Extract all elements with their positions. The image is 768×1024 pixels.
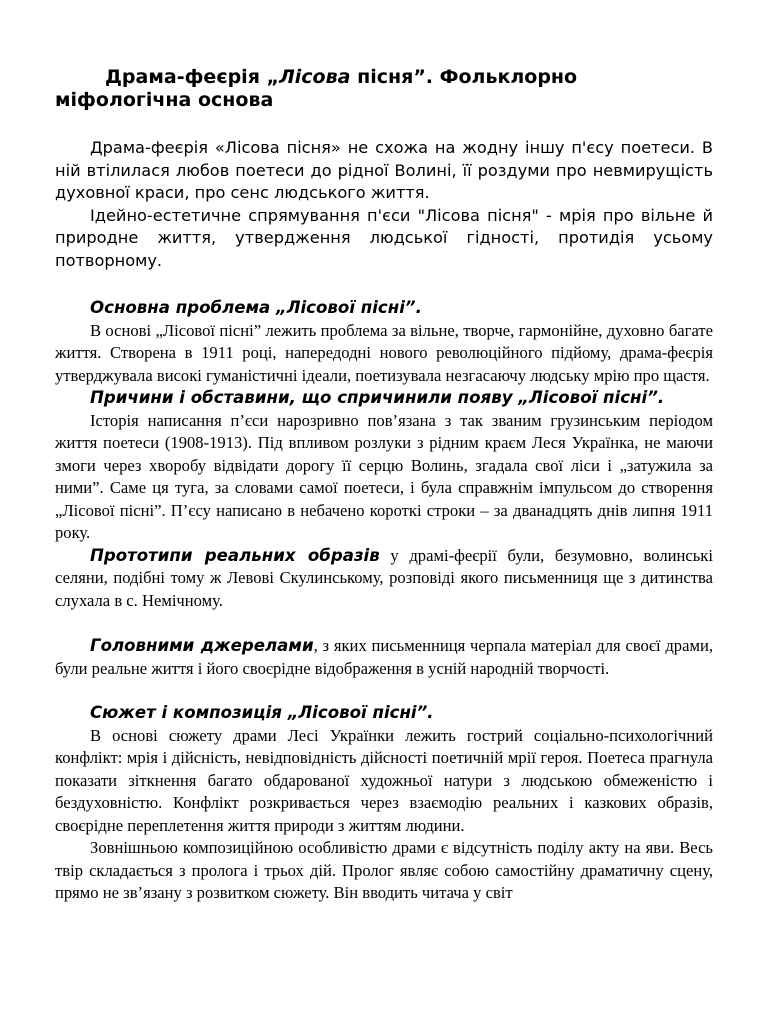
prototypes-paragraph xyxy=(55,545,713,613)
intro-paragraph-2: Ідейно-естетичне спрямування п'єси "Лісова пісня" - мрія про вільне й природне життя, утвердження людської гідності, протидія усьому потворному. xyxy=(55,205,713,270)
plot-paragraph-2: Зовнішньою композиційною особливістю драми є відсутність поділу акту на яви. Весь твір складається з пролога і трьох дій. Пролог являє собою самостійну драматичну сцену, прямо не зв’язану з розвитком сюжету. Він вводить читача у світ xyxy=(55,838,713,902)
title-part-2: пісня”. Фольклорно міфологічна основа xyxy=(55,66,578,111)
problem-paragraph: В основі „Лісової пісні” лежить проблема за вільне, творче, гармонійне, духовно багате життя. Створена в 1911 році, напередодні нового революційного підйому, драма-феєрія утверджувала високі гуманістичні ідеали, поетизувала незгасаючу людську мрію про щастя. xyxy=(55,320,713,385)
sources-text: , з яких письменниця черпала матеріал для своєї драми, були реальне життя і його своєрідне відображення в усній народній творчості. xyxy=(55,636,713,678)
title-italic-word: Лісова xyxy=(279,66,351,88)
sources-paragraph xyxy=(55,635,713,680)
causes-heading: Причини і обставини, що спричинили появу „Лісової пісні”. xyxy=(90,388,665,407)
title-part-1: Драма-феєрія „ xyxy=(105,66,279,88)
document-page xyxy=(55,66,713,905)
prototypes-lead: Прототипи реальних образів xyxy=(90,545,380,565)
plot-paragraph-1: В основі сюжету драми Лесі Українки лежить гострий соціально-психологічний конфлікт: мрія і дійсність, невідповідність дійсності поетичній мрії героя. Поетеса прагнула показати зіткнення багато обдарованої художньої натури з людською обмеженістю і бездуховністю. Конфлікт розкривається через взаємодію реальних і казкових образів, своєрідне переплетення життя природи з життям людини. xyxy=(55,725,713,835)
page-title xyxy=(55,66,713,112)
prototypes-text: у драмі-феєрії були, безумовно, волинські селяни, подібні тому ж Левові Скулинському, розповіді якого письменниця ще з дитинства слухала в с. Немічному. xyxy=(55,545,713,610)
plot-heading: Сюжет і композиція „Лісової пісні”. xyxy=(90,703,434,722)
intro-paragraph-1: Драма-феєрія «Лісова пісня» не схожа на жодну іншу п'єсу поетеси. В ній втілилася любов поетеси до рідної Волині, її роздуми про невмирущість духовної краси, про сенс людського життя. xyxy=(55,138,713,202)
sources-lead: Головними джерелами xyxy=(90,636,314,655)
problem-heading: Основна проблема „Лісової пісні”. xyxy=(90,298,422,317)
causes-paragraph: Історія написання п’єси нарозривно пов’язана з так званим грузинським періодом життя поетеси (1908-1913). Під впливом розлуки з рідним краєм Леся Українка, не маючи змоги через хворобу відвідати дорогу її серцю Волинь, згадала свої ліси і „затужила за ними”. Саме ця туга, за словами самої поетеси, і була справжнім імпульсом до створення „Лісової пісні”. П’єсу написано в небачено короткі строки – за дванадцять днів липня 1911 року. xyxy=(55,410,713,542)
